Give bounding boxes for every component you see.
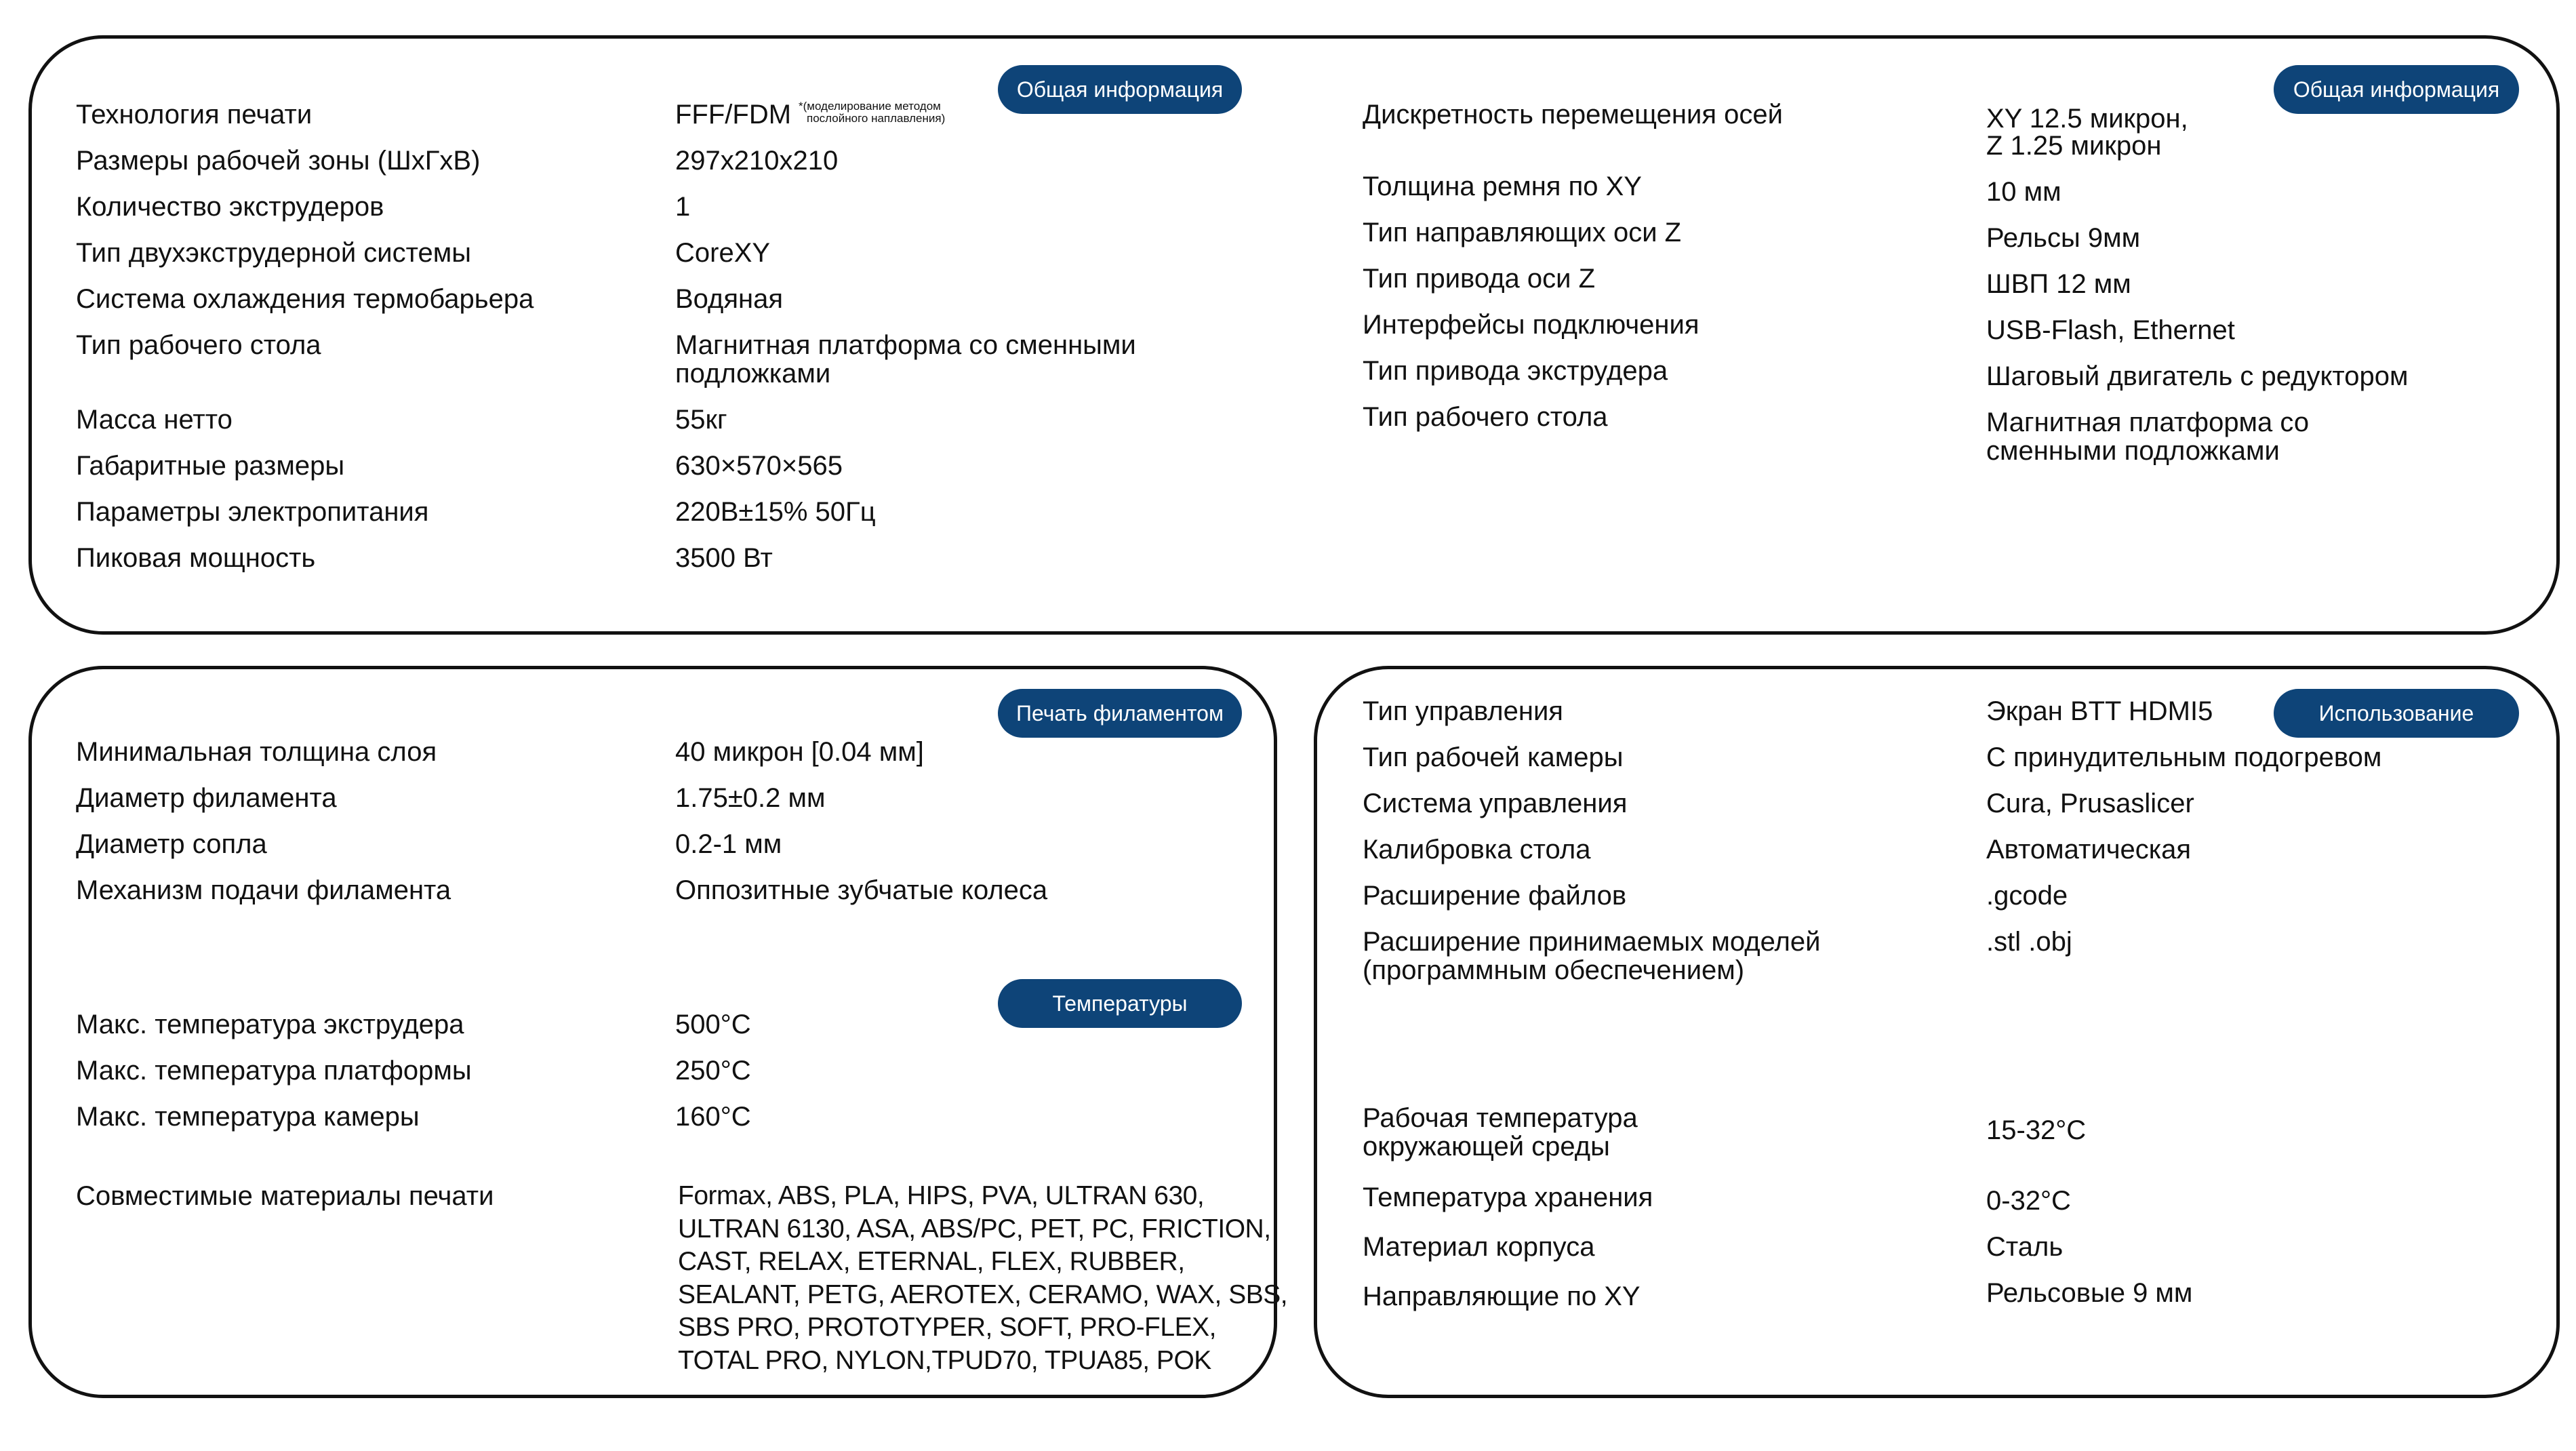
materials-line: Formax, ABS, PLA, HIPS, PVA, ULTRAN 630, xyxy=(678,1181,1205,1210)
spec-label: Технология печати xyxy=(76,100,313,130)
spec-value: 55кг xyxy=(675,405,727,435)
spec-label: Масса нетто xyxy=(76,405,233,435)
spec-value: 3500 Вт xyxy=(675,543,773,573)
spec-label: Количество экструдеров xyxy=(76,192,384,222)
spec-label: Тип направляющих оси Z xyxy=(1363,218,1682,247)
usage-badge: Использование xyxy=(2274,689,2519,738)
spec-value: 630×570×565 xyxy=(675,451,843,481)
spec-value: .stl .obj xyxy=(1986,927,2072,957)
spec-label: Тип двухэкструдерной системы xyxy=(76,238,471,268)
spec-value: Водяная xyxy=(675,284,784,314)
spec-label: Тип управления xyxy=(1363,696,1563,726)
spec-value: Рельсовые 9 мм xyxy=(1986,1278,2193,1308)
spec-label: Температура хранения xyxy=(1363,1182,1653,1212)
spec-label: Система управления xyxy=(1363,789,1628,818)
materials-line: TOTAL PRO, NYLON,TPUD70, TPUA85, POK xyxy=(678,1345,1211,1375)
spec-value: 10 мм xyxy=(1986,177,2061,207)
spec-value: CoreXY xyxy=(675,238,771,268)
spec-label: Тип привода оси Z xyxy=(1363,264,1596,294)
spec-label: Расширение принимаемых моделей xyxy=(1363,927,1821,957)
spec-value: 500°C xyxy=(675,1010,751,1039)
spec-label: Диаметр сопла xyxy=(76,829,267,859)
spec-value: 1.75±0.2 мм xyxy=(675,783,826,813)
spec-label: Механизм подачи филамента xyxy=(76,875,451,905)
spec-label: Рабочая температура xyxy=(1363,1103,1638,1133)
spec-label: Дискретность перемещения осей xyxy=(1363,100,1783,130)
spec-label: Интерфейсы подключения xyxy=(1363,310,1699,340)
spec-value: Z 1.25 микрон xyxy=(1986,131,2162,161)
materials-label: Совместимые материалы печати xyxy=(76,1181,494,1211)
spec-label: (программным обеспечением) xyxy=(1363,955,1745,985)
spec-label: Макс. температура камеры xyxy=(76,1102,420,1132)
spec-value: Экран BTT HDMI5 xyxy=(1986,696,2213,726)
spec-value: 160°C xyxy=(675,1102,751,1132)
spec-value: 1 xyxy=(675,192,691,222)
materials-line: SEALANT, PETG, AEROTEX, CERAMO, WAX, SBS, xyxy=(678,1279,1288,1309)
spec-label: Параметры электропитания xyxy=(76,497,429,527)
spec-label: окружающей среды xyxy=(1363,1132,1610,1161)
spec-label: Размеры рабочей зоны (ШхГхВ) xyxy=(76,146,481,176)
spec-label: Габаритные размеры xyxy=(76,451,345,481)
spec-value: Сталь xyxy=(1986,1232,2064,1262)
spec-value: С принудительным подогревом xyxy=(1986,742,2382,772)
spec-value: ШВП 12 мм xyxy=(1986,269,2131,299)
spec-label: Минимальная толщина слоя xyxy=(76,737,437,767)
spec-value: Магнитная платформа со xyxy=(1986,408,2310,437)
spec-value: 40 микрон [0.04 мм] xyxy=(675,737,924,767)
spec-label: Направляющие по XY xyxy=(1363,1281,1641,1311)
spec-value: 297x210x210 xyxy=(675,146,839,176)
spec-value: USB-Flash, Ethernet xyxy=(1986,315,2235,345)
spec-label: Макс. температура экструдера xyxy=(76,1010,464,1039)
spec-value: 0.2-1 мм xyxy=(675,829,782,859)
filament-badge: Печать филаментом xyxy=(998,689,1242,738)
spec-label: Толщина ремня по XY xyxy=(1363,172,1642,201)
spec-value: XY 12.5 микрон, xyxy=(1986,104,2188,134)
general-info-badge-left: Общая информация xyxy=(998,65,1242,114)
spec-value: Рельсы 9мм xyxy=(1986,223,2141,253)
spec-value: Оппозитные зубчатые колеса xyxy=(675,875,1048,905)
spec-label: Тип рабочего стола xyxy=(76,330,321,360)
spec-label: Макс. температура платформы xyxy=(76,1056,472,1086)
materials-line: ULTRAN 6130, ASA, ABS/PC, PET, PC, FRICTION, xyxy=(678,1214,1271,1244)
spec-label: Калибровка стола xyxy=(1363,835,1591,864)
spec-value: Шаговый двигатель с редуктором xyxy=(1986,361,2409,391)
spec-label: Материал корпуса xyxy=(1363,1232,1595,1262)
spec-label: Тип привода экструдера xyxy=(1363,356,1668,386)
materials-list xyxy=(678,1180,1287,1377)
spec-value: Автоматическая xyxy=(1986,835,2192,864)
spec-label: Расширение файлов xyxy=(1363,881,1627,911)
spec-value: .gcode xyxy=(1986,881,2068,911)
spec-value: FFF/FDM xyxy=(675,100,792,130)
materials-line: SBS PRO, PROTOTYPER, SOFT, PRO-FLEX, xyxy=(678,1313,1216,1342)
spec-value: 15-32°C xyxy=(1986,1115,2087,1145)
footnote: *(моделирование методом xyxy=(799,100,941,113)
footnote: послойного наплавления) xyxy=(807,112,946,125)
spec-value: подложками xyxy=(675,359,831,389)
spec-value: сменными подложками xyxy=(1986,436,2280,466)
spec-label: Диаметр филамента xyxy=(76,783,337,813)
spec-value: 0-32°C xyxy=(1986,1186,2071,1216)
general-info-badge-right: Общая информация xyxy=(2274,65,2519,114)
materials-line: CAST, RELAX, ETERNAL, FLEX, RUBBER, xyxy=(678,1247,1185,1276)
spec-label: Пиковая мощность xyxy=(76,543,316,573)
spec-value: 220В±15% 50Гц xyxy=(675,497,876,527)
spec-label: Система охлаждения термобарьера xyxy=(76,284,534,314)
spec-label: Тип рабочего стола xyxy=(1363,402,1608,432)
spec-value: Cura, Prusaslicer xyxy=(1986,789,2194,818)
temperatures-badge: Температуры xyxy=(998,979,1242,1028)
spec-value: Магнитная платформа со сменными xyxy=(675,330,1136,360)
spec-value: 250°C xyxy=(675,1056,751,1086)
spec-label: Тип рабочей камеры xyxy=(1363,742,1624,772)
